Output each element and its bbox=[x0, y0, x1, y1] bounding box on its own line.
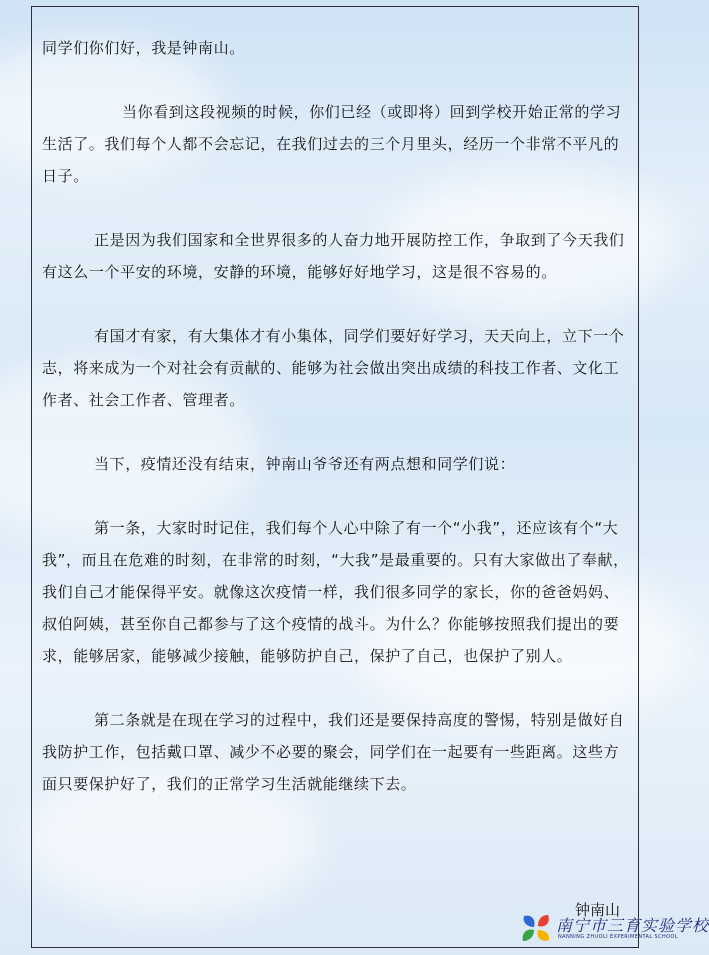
letter-paragraph: 第一条，大家时时记住，我们每个人心中除了有一个“小我”，还应该有个“大我”，而且在危难的时刻，在非常的时刻，“大我”是最重要的。只有大家做出了奉献，我们自己才能保得平安。就像这次疫情一样，我们很多同学的家长，你的爸爸妈妈、叔伯阿姨，甚至你自己都参与了这个疫情的战斗。为什么？你能够按照我们提出的要求，能够居家，能够减少接触，能够防护自己，保护了自己，也保护了别人。 bbox=[42, 519, 629, 665]
letter-signature: 钟南山 bbox=[575, 901, 621, 919]
letter-body bbox=[42, 32, 632, 832]
letter-paragraph: 当下，疫情还没有结束，钟南山爷爷还有两点想和同学们说： bbox=[94, 455, 516, 473]
letter-paragraph: 第二条就是在现在学习的过程中，我们还是要保持高度的警惕，特别是做好自我防护工作，包括戴口罩、减少不必要的聚会，同学们在一起要有一些距离。这些方面只要保护好了，我们的正常学习生活就能继续下去。 bbox=[42, 711, 625, 793]
school-logo bbox=[518, 910, 709, 946]
letter-paragraph: 有国才有家，有大集体才有小集体，同学们要好好学习，天天向上，立下一个志，将来成为一个对社会有贡献的、能够为社会做出突出成绩的科技工作者、文化工作者、社会工作者、管理者。 bbox=[42, 327, 625, 409]
school-name-en: NANNING ZHUOLI EXPERIMENTAL SCHOOL bbox=[558, 934, 679, 940]
letter-paragraph: 当你看到这段视频的时候，你们已经（或即将）回到学校开始正常的学习生活了。我们每个人都不会忘记，在我们过去的三个月里头，经历一个非常不平凡的日子。 bbox=[42, 103, 622, 185]
school-name-cn: 南宁市三育实验学校 bbox=[556, 916, 709, 935]
letter-greeting: 同学们你们好，我是钟南山。 bbox=[42, 39, 245, 57]
school-emblem-icon bbox=[518, 910, 554, 946]
letter-paragraph: 正是因为我们国家和全世界很多的人奋力地开展防控工作，争取到了今天我们有这么一个平安的环境，安静的环境，能够好好地学习，这是很不容易的。 bbox=[42, 231, 625, 281]
